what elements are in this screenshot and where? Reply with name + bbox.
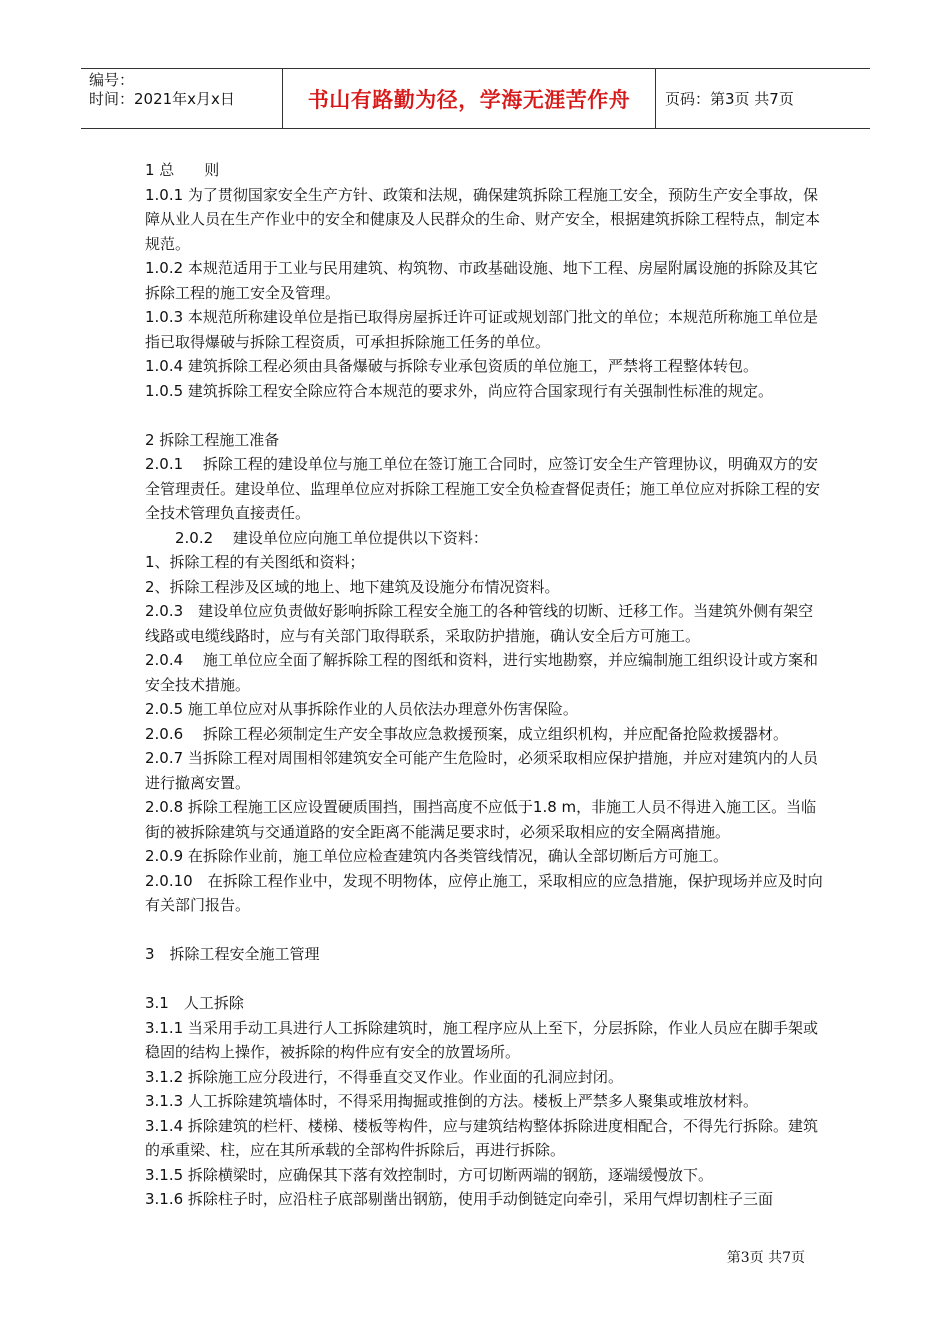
document-time-label: 时间：2021年x月x日	[89, 90, 235, 108]
paragraph: 2.0.4 施工单位应全面了解拆除工程的图纸和资料，进行实地勘察，并应编制施工组织设计或方案和安全技术措施。	[145, 651, 818, 694]
list-item: 2、拆除工程涉及区域的地上、地下建筑及设施分布情况资料。	[145, 577, 560, 596]
blank-line	[145, 403, 825, 428]
paragraph: 2.0.5 施工单位应对从事拆除作业的人员依法办理意外伤害保险。	[145, 700, 578, 718]
paragraph: 1.0.2 本规范适用于工业与民用建筑、构筑物、市政基础设施、地下工程、房屋附属设施的拆除及其它拆除工程的施工安全及管理。	[145, 259, 818, 302]
list-item: 1、拆除工程的有关图纸和资料；	[145, 553, 365, 571]
paragraph: 1.0.4 建筑拆除工程必须由具备爆破与拆除专业承包资质的单位施工，严禁将工程整体转包。	[145, 357, 758, 375]
header-left-cell	[81, 69, 282, 128]
paragraph: 2.0.8 拆除工程施工区应设置硬质围挡，围挡高度不应低于1.8 m，非施工人员不得进入施工区。当临街的被拆除建筑与交通道路的安全距离不能满足要求时，必须采取相应的安全隔离措施。	[145, 798, 817, 841]
paragraph: 2.0.9 在拆除作业前，施工单位应检查建筑内各类管线情况，确认全部切断后方可施工。	[145, 847, 728, 865]
page-footer: 第3页 共7页	[726, 1250, 805, 1266]
paragraph: 2.0.3 建设单位应负责做好影响拆除工程安全施工的各种管线的切断、迁移工作。当建筑外侧有架空线路或电缆线路时，应与有关部门取得联系，采取防护措施，确认安全后方可施工。	[145, 602, 814, 645]
blank-line	[145, 967, 825, 992]
header-page-label: 页码：第3页 共7页	[665, 90, 794, 108]
paragraph: 2.0.2 建设单位应向施工单位提供以下资料：	[145, 528, 488, 547]
paragraph: 2.0.7 当拆除工程对周围相邻建筑安全可能产生危险时，必须采取相应保护措施，并应对建筑内的人员进行撤离安置。	[145, 749, 818, 792]
section-heading: 1 总 则	[145, 161, 220, 179]
paragraph: 3.1.4 拆除建筑的栏杆、楼梯、楼板等构件，应与建筑结构整体拆除进度相配合，不得先行拆除。建筑的承重梁、柱，应在其所承载的全部构件拆除后，再进行拆除。	[145, 1116, 818, 1159]
paragraph: 1.0.1 为了贯彻国家安全生产方针、政策和法规，确保建筑拆除工程施工安全，预防生产安全事故，保障从业人员在生产作业中的安全和健康及人民群众的生命、财产安全，根据建筑拆除工程特点，制定本规范。	[145, 185, 821, 253]
section-heading: 2 拆除工程施工准备	[145, 430, 280, 449]
document-body	[145, 158, 825, 1212]
section-heading: 3 拆除工程安全施工管理	[145, 945, 320, 963]
paragraph: 2.0.10 在拆除工程作业中，发现不明物体，应停止施工，采取相应的应急措施，保护现场并应及时向有关部门报告。	[145, 871, 823, 914]
paragraph: 2.0.6 拆除工程必须制定生产安全事故应急救援预案，成立组织机构，并应配备抢险救援器材。	[145, 724, 788, 743]
document-number-label: 编号：	[89, 71, 135, 89]
paragraph: 1.0.5 建筑拆除工程安全除应符合本规范的要求外，尚应符合国家现行有关强制性标准的规定。	[145, 381, 773, 400]
blank-line	[145, 918, 825, 943]
paragraph: 2.0.1 拆除工程的建设单位与施工单位在签订施工合同时，应签订安全生产管理协议，明确双方的安全管理责任。建设单位、监理单位应对拆除工程施工安全负检查督促责任；施工单位应对拆除工程的安全技术管理负直接责任。	[145, 455, 821, 522]
paragraph: 3.1.3 人工拆除建筑墙体时，不得采用掏掘或推倒的方法。楼板上严禁多人聚集或堆放材料。	[145, 1092, 758, 1110]
paragraph: 3.1.5 拆除横梁时，应确保其下落有效控制时，方可切断两端的钢筋，逐端缓慢放下。	[145, 1165, 713, 1184]
page-header	[81, 68, 870, 129]
paragraph: 1.0.3 本规范所称建设单位是指已取得房屋拆迁许可证或规划部门批文的单位；本规范所称施工单位是指已取得爆破与拆除工程资质，可承担拆除施工任务的单位。	[145, 308, 818, 351]
paragraph: 3.1.1 当采用手动工具进行人工拆除建筑时，施工程序应从上至下，分层拆除，作业人员应在脚手架或稳固的结构上操作，被拆除的构件应有安全的放置场所。	[145, 1018, 818, 1061]
header-motto: 书山有路勤为径，学海无涯苦作舟	[282, 69, 656, 128]
paragraph: 3.1.2 拆除施工应分段进行，不得垂直交叉作业。作业面的孔洞应封闭。	[145, 1067, 623, 1086]
subsection-heading: 3.1 人工拆除	[145, 994, 244, 1012]
paragraph: 3.1.6 拆除柱子时，应沿柱子底部剔凿出钢筋，使用手动倒链定向牵引，采用气焊切割柱子三面	[145, 1190, 773, 1208]
